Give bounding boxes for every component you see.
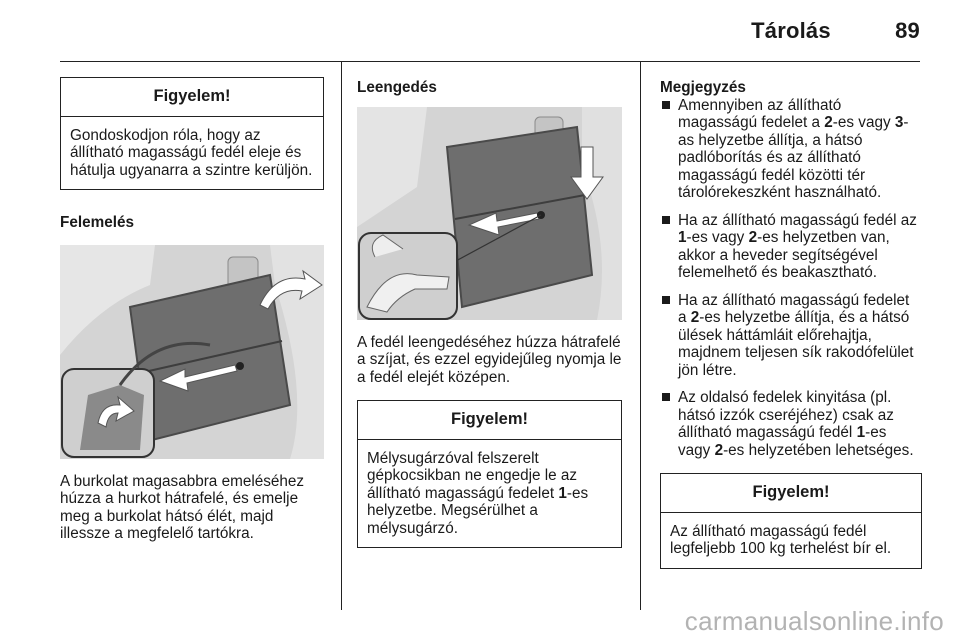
column-left	[60, 77, 324, 543]
page-header	[751, 18, 920, 44]
illustration-lower	[357, 107, 622, 320]
watermark: carmanualsonline.info	[684, 606, 944, 636]
warning-text: Az állítható magasságú fedél legfeljebb 100 kg terhelést bír el.	[670, 522, 892, 557]
column-middle	[357, 77, 622, 548]
page-number: 89	[895, 18, 920, 43]
note-text: -es vagy	[678, 424, 887, 459]
warning-title: Figyelem!	[661, 474, 921, 513]
note-text: Amennyiben az állítható magasságú fedelet a	[678, 96, 842, 131]
paragraph-raise: A burkolat magasabbra emeléséhez húzza a hurkot hátrafelé, és emelje meg a burkolat hátsó élét, majd illessze a megfelelő tartókra.	[60, 472, 305, 542]
note-title: Megjegyzés	[660, 79, 746, 96]
position-number: 2	[824, 114, 833, 131]
warning-box-1	[60, 77, 324, 190]
list-item	[660, 292, 922, 380]
column-right	[660, 77, 922, 569]
column-divider-2	[640, 62, 641, 610]
list-item	[660, 97, 922, 202]
page-title: Tárolás	[751, 18, 831, 43]
note-text: -as helyzetbe állítja, a hátsó padlóborítás és az állítható magasságú fedél közötti tér tárolórekeszként használható.	[678, 114, 909, 201]
note-text: Ha az állítható magasságú fedelet a	[678, 291, 910, 326]
note-text: -es helyzetben van, akkor a heveder segítségével felemelhető és beakasztható.	[678, 229, 890, 281]
warning-text-part: Mélysugárzóval felszerelt gépkocsikban ne engedje le az állítható magasságú fedelet	[367, 449, 578, 502]
list-item	[660, 389, 922, 459]
warning-text: Gondoskodjon róla, hogy az állítható magasságú fedél eleje és hátulja ugyanarra a szintre kerüljön.	[70, 126, 313, 179]
position-number: 1	[678, 229, 687, 246]
warning-title: Figyelem!	[358, 401, 621, 440]
position-number: 2	[748, 229, 758, 246]
header-rule	[60, 61, 920, 62]
note-text: Az oldalsó fedelek kinyitása (pl. hátsó izzók cseréjéhez) csak az állítható magasságú fedél	[678, 389, 894, 441]
section-title-raise: Felemelés	[60, 214, 134, 231]
warning-box-3	[660, 473, 922, 569]
position-number: 3	[894, 114, 904, 131]
warning-text	[358, 440, 621, 548]
position-number: 2	[690, 309, 700, 326]
note-text: -es helyzetbe állítja, és a hátsó ülések háttámláit előrehajtja, majdnem teljesen sík rakodófelület jön létre.	[678, 309, 914, 379]
illustration-raise	[60, 245, 324, 459]
bullet-icon	[662, 296, 670, 304]
warning-title: Figyelem!	[61, 78, 323, 117]
section-title-lower: Leengedés	[357, 79, 437, 96]
note-list	[660, 97, 922, 460]
note-text: Ha az állítható magasságú fedél az	[678, 211, 917, 229]
note-text: -es vagy	[832, 114, 895, 131]
list-item	[660, 212, 922, 282]
position-number: 1	[558, 484, 567, 502]
note-text: -es vagy	[686, 229, 749, 246]
paragraph-lower: A fedél leengedéséhez húzza hátrafelé a szíjat, és ezzel egyidejűleg nyomja le a fedél elejét középen.	[357, 333, 622, 386]
bullet-icon	[662, 216, 670, 224]
position-number: 2	[714, 441, 724, 459]
bullet-icon	[662, 393, 670, 401]
warning-box-2	[357, 400, 622, 548]
warning-text-part: -es helyzetbe. Megsérülhet a mélysugárzó.	[367, 484, 589, 537]
note-text: -es helyzetében lehetséges.	[723, 441, 914, 459]
bullet-icon	[662, 101, 670, 109]
column-divider-1	[341, 62, 342, 610]
position-number: 1	[856, 424, 866, 441]
